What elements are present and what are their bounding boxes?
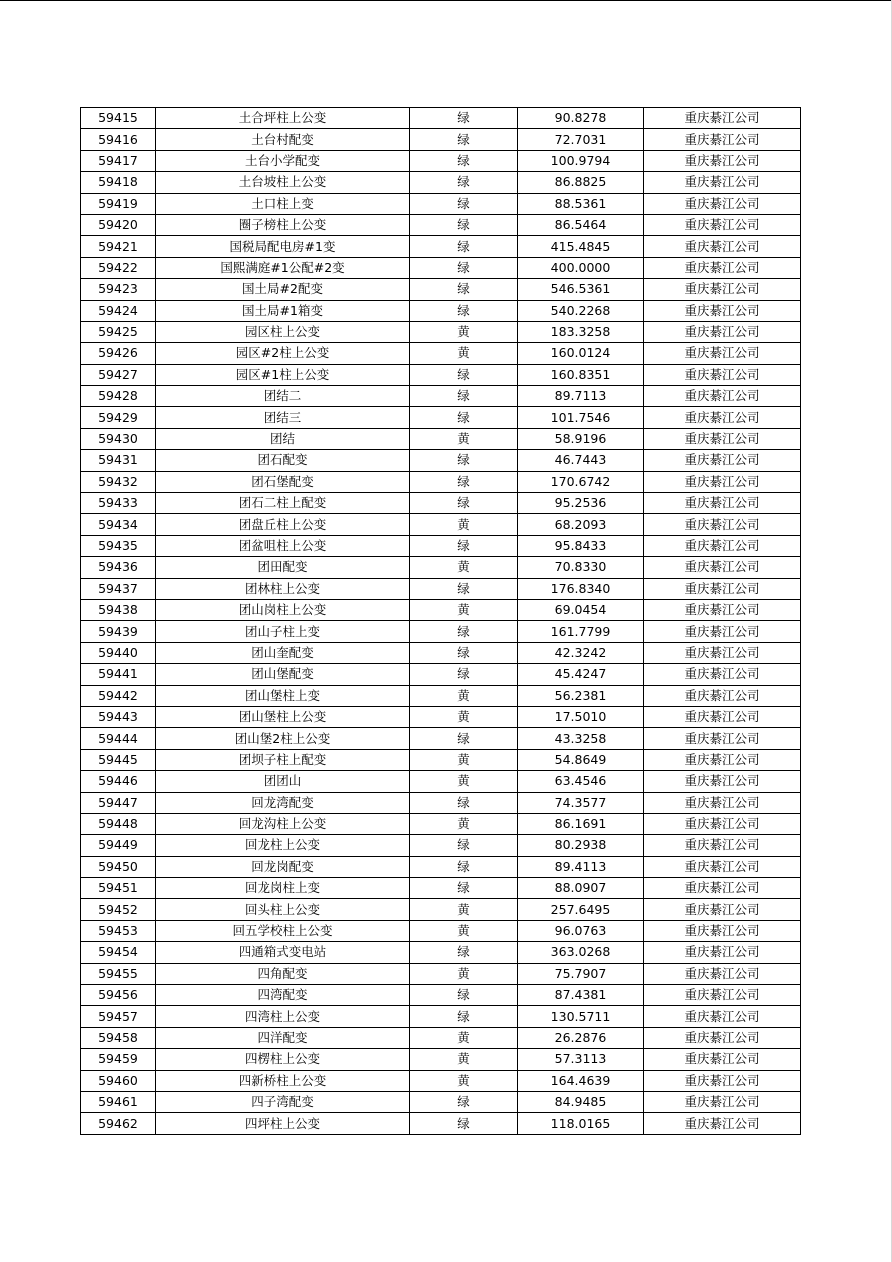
table-row	[81, 878, 801, 899]
table-row	[81, 642, 801, 663]
cell-name: 团林柱上公变	[156, 578, 410, 599]
cell-status: 黄	[410, 706, 518, 727]
page-top-border	[0, 0, 892, 1]
cell-company: 重庆綦江公司	[644, 514, 801, 535]
cell-status: 黄	[410, 428, 518, 449]
cell-status: 黄	[410, 514, 518, 535]
cell-name: 土合坪柱上公变	[156, 108, 410, 129]
cell-status: 绿	[410, 150, 518, 171]
cell-value: 130.5711	[518, 1006, 644, 1027]
cell-company: 重庆綦江公司	[644, 471, 801, 492]
cell-value: 160.0124	[518, 343, 644, 364]
table-row	[81, 942, 801, 963]
cell-name: 团山堡柱上公变	[156, 706, 410, 727]
cell-value: 54.8649	[518, 749, 644, 770]
cell-company: 重庆綦江公司	[644, 386, 801, 407]
table-row	[81, 599, 801, 620]
cell-name: 团山堡配变	[156, 664, 410, 685]
cell-id: 59445	[81, 749, 156, 770]
cell-id: 59432	[81, 471, 156, 492]
cell-company: 重庆綦江公司	[644, 771, 801, 792]
cell-company: 重庆綦江公司	[644, 1027, 801, 1048]
cell-id: 59417	[81, 150, 156, 171]
cell-status: 绿	[410, 386, 518, 407]
cell-value: 46.7443	[518, 450, 644, 471]
cell-company: 重庆綦江公司	[644, 108, 801, 129]
cell-name: 回龙柱上公变	[156, 835, 410, 856]
cell-id: 59420	[81, 214, 156, 235]
cell-company: 重庆綦江公司	[644, 599, 801, 620]
table-row	[81, 578, 801, 599]
cell-company: 重庆綦江公司	[644, 920, 801, 941]
cell-company: 重庆綦江公司	[644, 129, 801, 150]
cell-name: 团山岗柱上公变	[156, 599, 410, 620]
cell-company: 重庆綦江公司	[644, 749, 801, 770]
cell-value: 101.7546	[518, 407, 644, 428]
cell-value: 58.9196	[518, 428, 644, 449]
table-row	[81, 450, 801, 471]
cell-value: 183.3258	[518, 321, 644, 342]
table-row	[81, 621, 801, 642]
cell-name: 四通箱式变电站	[156, 942, 410, 963]
cell-value: 43.3258	[518, 728, 644, 749]
cell-name: 四洋配变	[156, 1027, 410, 1048]
cell-value: 26.2876	[518, 1027, 644, 1048]
cell-name: 团山堡2柱上公变	[156, 728, 410, 749]
table-row	[81, 257, 801, 278]
cell-company: 重庆綦江公司	[644, 428, 801, 449]
cell-name: 团石堡配变	[156, 471, 410, 492]
table-row	[81, 343, 801, 364]
cell-status: 黄	[410, 920, 518, 941]
cell-id: 59456	[81, 985, 156, 1006]
cell-company: 重庆綦江公司	[644, 1070, 801, 1091]
cell-value: 164.4639	[518, 1070, 644, 1091]
cell-company: 重庆綦江公司	[644, 1113, 801, 1134]
cell-company: 重庆綦江公司	[644, 364, 801, 385]
cell-id: 59426	[81, 343, 156, 364]
cell-company: 重庆綦江公司	[644, 899, 801, 920]
cell-name: 园区柱上公变	[156, 321, 410, 342]
cell-status: 黄	[410, 749, 518, 770]
cell-id: 59455	[81, 963, 156, 984]
cell-id: 59431	[81, 450, 156, 471]
cell-name: 团盆咀柱上公变	[156, 535, 410, 556]
cell-status: 绿	[410, 364, 518, 385]
cell-id: 59446	[81, 771, 156, 792]
cell-value: 84.9485	[518, 1091, 644, 1112]
cell-company: 重庆綦江公司	[644, 578, 801, 599]
cell-id: 59440	[81, 642, 156, 663]
cell-id: 59436	[81, 557, 156, 578]
cell-id: 59448	[81, 813, 156, 834]
cell-name: 团盘丘柱上公变	[156, 514, 410, 535]
cell-status: 绿	[410, 664, 518, 685]
cell-status: 绿	[410, 728, 518, 749]
cell-value: 57.3113	[518, 1049, 644, 1070]
cell-company: 重庆綦江公司	[644, 642, 801, 663]
cell-name: 回龙湾配变	[156, 792, 410, 813]
cell-id: 59422	[81, 257, 156, 278]
table-row	[81, 963, 801, 984]
cell-value: 170.6742	[518, 471, 644, 492]
cell-id: 59423	[81, 279, 156, 300]
cell-value: 90.8278	[518, 108, 644, 129]
cell-name: 团团山	[156, 771, 410, 792]
cell-name: 团山奎配变	[156, 642, 410, 663]
table-row	[81, 1049, 801, 1070]
cell-id: 59442	[81, 685, 156, 706]
table-row	[81, 321, 801, 342]
cell-id: 59461	[81, 1091, 156, 1112]
cell-value: 63.4546	[518, 771, 644, 792]
cell-company: 重庆綦江公司	[644, 792, 801, 813]
cell-id: 59458	[81, 1027, 156, 1048]
cell-status: 绿	[410, 792, 518, 813]
cell-value: 415.4845	[518, 236, 644, 257]
transformer-table	[80, 107, 801, 1135]
table-row	[81, 535, 801, 556]
cell-name: 回五学校柱上公变	[156, 920, 410, 941]
cell-name: 回龙沟柱上公变	[156, 813, 410, 834]
cell-name: 四角配变	[156, 963, 410, 984]
table-row	[81, 236, 801, 257]
table-row	[81, 129, 801, 150]
table-row	[81, 386, 801, 407]
cell-name: 圈子榜柱上公变	[156, 214, 410, 235]
cell-name: 团山子柱上变	[156, 621, 410, 642]
cell-value: 546.5361	[518, 279, 644, 300]
cell-company: 重庆綦江公司	[644, 257, 801, 278]
cell-value: 161.7799	[518, 621, 644, 642]
table-row	[81, 856, 801, 877]
table-row	[81, 364, 801, 385]
table-row	[81, 557, 801, 578]
table-row	[81, 150, 801, 171]
cell-value: 540.2268	[518, 300, 644, 321]
cell-value: 70.8330	[518, 557, 644, 578]
cell-id: 59443	[81, 706, 156, 727]
cell-value: 56.2381	[518, 685, 644, 706]
cell-company: 重庆綦江公司	[644, 407, 801, 428]
cell-name: 园区#2柱上公变	[156, 343, 410, 364]
cell-status: 绿	[410, 1091, 518, 1112]
cell-status: 黄	[410, 771, 518, 792]
cell-name: 土台小学配变	[156, 150, 410, 171]
cell-value: 257.6495	[518, 899, 644, 920]
cell-id: 59452	[81, 899, 156, 920]
cell-company: 重庆綦江公司	[644, 1049, 801, 1070]
cell-name: 团田配变	[156, 557, 410, 578]
cell-status: 绿	[410, 878, 518, 899]
cell-id: 59451	[81, 878, 156, 899]
cell-name: 四子湾配变	[156, 1091, 410, 1112]
cell-value: 86.1691	[518, 813, 644, 834]
cell-id: 59449	[81, 835, 156, 856]
cell-company: 重庆綦江公司	[644, 728, 801, 749]
cell-status: 绿	[410, 621, 518, 642]
table-row	[81, 493, 801, 514]
cell-company: 重庆綦江公司	[644, 621, 801, 642]
cell-name: 团结	[156, 428, 410, 449]
cell-id: 59453	[81, 920, 156, 941]
cell-company: 重庆綦江公司	[644, 172, 801, 193]
cell-id: 59444	[81, 728, 156, 749]
cell-value: 89.7113	[518, 386, 644, 407]
cell-id: 59428	[81, 386, 156, 407]
cell-name: 四楞柱上公变	[156, 1049, 410, 1070]
cell-name: 团山堡柱上变	[156, 685, 410, 706]
cell-id: 59415	[81, 108, 156, 129]
cell-status: 绿	[410, 1113, 518, 1134]
cell-company: 重庆綦江公司	[644, 878, 801, 899]
cell-company: 重庆綦江公司	[644, 685, 801, 706]
cell-status: 黄	[410, 899, 518, 920]
cell-company: 重庆綦江公司	[644, 985, 801, 1006]
table-row	[81, 108, 801, 129]
cell-id: 59435	[81, 535, 156, 556]
cell-value: 87.4381	[518, 985, 644, 1006]
cell-status: 绿	[410, 172, 518, 193]
cell-company: 重庆綦江公司	[644, 1006, 801, 1027]
cell-id: 59454	[81, 942, 156, 963]
cell-name: 团石二柱上配变	[156, 493, 410, 514]
cell-company: 重庆綦江公司	[644, 150, 801, 171]
cell-name: 四坪柱上公变	[156, 1113, 410, 1134]
cell-status: 绿	[410, 300, 518, 321]
cell-name: 园区#1柱上公变	[156, 364, 410, 385]
cell-id: 59457	[81, 1006, 156, 1027]
cell-value: 400.0000	[518, 257, 644, 278]
cell-name: 土口柱上变	[156, 193, 410, 214]
cell-status: 黄	[410, 321, 518, 342]
cell-status: 绿	[410, 471, 518, 492]
cell-status: 黄	[410, 1070, 518, 1091]
cell-name: 四新桥柱上公变	[156, 1070, 410, 1091]
cell-status: 绿	[410, 578, 518, 599]
cell-status: 绿	[410, 193, 518, 214]
cell-id: 59418	[81, 172, 156, 193]
cell-id: 59424	[81, 300, 156, 321]
cell-value: 89.4113	[518, 856, 644, 877]
cell-value: 86.8825	[518, 172, 644, 193]
cell-value: 17.5010	[518, 706, 644, 727]
cell-name: 国土局#1箱变	[156, 300, 410, 321]
cell-company: 重庆綦江公司	[644, 856, 801, 877]
table-row	[81, 728, 801, 749]
cell-value: 75.7907	[518, 963, 644, 984]
cell-id: 59433	[81, 493, 156, 514]
cell-company: 重庆綦江公司	[644, 343, 801, 364]
cell-status: 黄	[410, 1049, 518, 1070]
cell-name: 土台坡柱上公变	[156, 172, 410, 193]
cell-value: 42.3242	[518, 642, 644, 663]
cell-value: 160.8351	[518, 364, 644, 385]
table-row	[81, 279, 801, 300]
cell-name: 土台村配变	[156, 129, 410, 150]
table-row	[81, 985, 801, 1006]
cell-value: 72.7031	[518, 129, 644, 150]
cell-name: 团结二	[156, 386, 410, 407]
cell-value: 176.8340	[518, 578, 644, 599]
table-row	[81, 214, 801, 235]
cell-status: 绿	[410, 108, 518, 129]
cell-id: 59425	[81, 321, 156, 342]
cell-name: 国税局配电房#1变	[156, 236, 410, 257]
table-row	[81, 899, 801, 920]
cell-company: 重庆綦江公司	[644, 279, 801, 300]
cell-company: 重庆綦江公司	[644, 963, 801, 984]
table-row	[81, 1113, 801, 1134]
cell-id: 59437	[81, 578, 156, 599]
cell-company: 重庆綦江公司	[644, 236, 801, 257]
cell-status: 黄	[410, 813, 518, 834]
cell-status: 绿	[410, 214, 518, 235]
cell-status: 绿	[410, 450, 518, 471]
cell-status: 黄	[410, 1027, 518, 1048]
cell-status: 绿	[410, 856, 518, 877]
cell-id: 59429	[81, 407, 156, 428]
cell-id: 59416	[81, 129, 156, 150]
cell-company: 重庆綦江公司	[644, 664, 801, 685]
cell-value: 118.0165	[518, 1113, 644, 1134]
cell-value: 95.8433	[518, 535, 644, 556]
cell-value: 96.0763	[518, 920, 644, 941]
cell-status: 黄	[410, 685, 518, 706]
table-row	[81, 920, 801, 941]
cell-value: 45.4247	[518, 664, 644, 685]
cell-id: 59441	[81, 664, 156, 685]
cell-status: 绿	[410, 835, 518, 856]
cell-name: 团石配变	[156, 450, 410, 471]
cell-value: 95.2536	[518, 493, 644, 514]
cell-status: 黄	[410, 963, 518, 984]
cell-company: 重庆綦江公司	[644, 450, 801, 471]
cell-status: 黄	[410, 343, 518, 364]
cell-id: 59430	[81, 428, 156, 449]
cell-company: 重庆綦江公司	[644, 557, 801, 578]
table-row	[81, 813, 801, 834]
cell-company: 重庆綦江公司	[644, 493, 801, 514]
cell-company: 重庆綦江公司	[644, 942, 801, 963]
cell-name: 回头柱上公变	[156, 899, 410, 920]
cell-id: 59462	[81, 1113, 156, 1134]
cell-value: 86.5464	[518, 214, 644, 235]
cell-status: 绿	[410, 493, 518, 514]
table-row	[81, 1070, 801, 1091]
table-row	[81, 514, 801, 535]
cell-name: 团结三	[156, 407, 410, 428]
cell-id: 59421	[81, 236, 156, 257]
cell-value: 88.0907	[518, 878, 644, 899]
cell-status: 绿	[410, 407, 518, 428]
cell-company: 重庆綦江公司	[644, 193, 801, 214]
table-row	[81, 792, 801, 813]
cell-name: 回龙岗配变	[156, 856, 410, 877]
cell-id: 59438	[81, 599, 156, 620]
cell-id: 59447	[81, 792, 156, 813]
cell-company: 重庆綦江公司	[644, 706, 801, 727]
cell-company: 重庆綦江公司	[644, 214, 801, 235]
cell-company: 重庆綦江公司	[644, 300, 801, 321]
table-row	[81, 706, 801, 727]
cell-name: 团坝子柱上配变	[156, 749, 410, 770]
table-row	[81, 1027, 801, 1048]
cell-id: 59460	[81, 1070, 156, 1091]
cell-name: 回龙岗柱上变	[156, 878, 410, 899]
cell-value: 80.2938	[518, 835, 644, 856]
cell-status: 绿	[410, 1006, 518, 1027]
cell-status: 绿	[410, 535, 518, 556]
cell-id: 59434	[81, 514, 156, 535]
cell-company: 重庆綦江公司	[644, 1091, 801, 1112]
table-row	[81, 835, 801, 856]
cell-company: 重庆綦江公司	[644, 321, 801, 342]
cell-company: 重庆綦江公司	[644, 813, 801, 834]
cell-status: 绿	[410, 642, 518, 663]
cell-name: 国土局#2配变	[156, 279, 410, 300]
table-row	[81, 1006, 801, 1027]
cell-name: 国熙满庭#1公配#2变	[156, 257, 410, 278]
cell-id: 59427	[81, 364, 156, 385]
cell-status: 绿	[410, 985, 518, 1006]
cell-status: 绿	[410, 942, 518, 963]
cell-id: 59419	[81, 193, 156, 214]
table-row	[81, 685, 801, 706]
cell-value: 363.0268	[518, 942, 644, 963]
cell-value: 68.2093	[518, 514, 644, 535]
table-body	[81, 108, 801, 1135]
table-row	[81, 749, 801, 770]
table-row	[81, 172, 801, 193]
table-row	[81, 407, 801, 428]
cell-status: 绿	[410, 129, 518, 150]
cell-status: 绿	[410, 257, 518, 278]
cell-name: 四湾柱上公变	[156, 1006, 410, 1027]
cell-id: 59450	[81, 856, 156, 877]
table-row	[81, 300, 801, 321]
cell-company: 重庆綦江公司	[644, 835, 801, 856]
table-row	[81, 193, 801, 214]
table-row	[81, 664, 801, 685]
cell-value: 100.9794	[518, 150, 644, 171]
cell-company: 重庆綦江公司	[644, 535, 801, 556]
cell-status: 绿	[410, 236, 518, 257]
cell-id: 59459	[81, 1049, 156, 1070]
cell-status: 黄	[410, 557, 518, 578]
table-row	[81, 428, 801, 449]
table-row	[81, 1091, 801, 1112]
cell-value: 74.3577	[518, 792, 644, 813]
cell-value: 69.0454	[518, 599, 644, 620]
table-row	[81, 471, 801, 492]
cell-id: 59439	[81, 621, 156, 642]
table-row	[81, 771, 801, 792]
cell-status: 黄	[410, 599, 518, 620]
cell-status: 绿	[410, 279, 518, 300]
cell-value: 88.5361	[518, 193, 644, 214]
cell-name: 四湾配变	[156, 985, 410, 1006]
